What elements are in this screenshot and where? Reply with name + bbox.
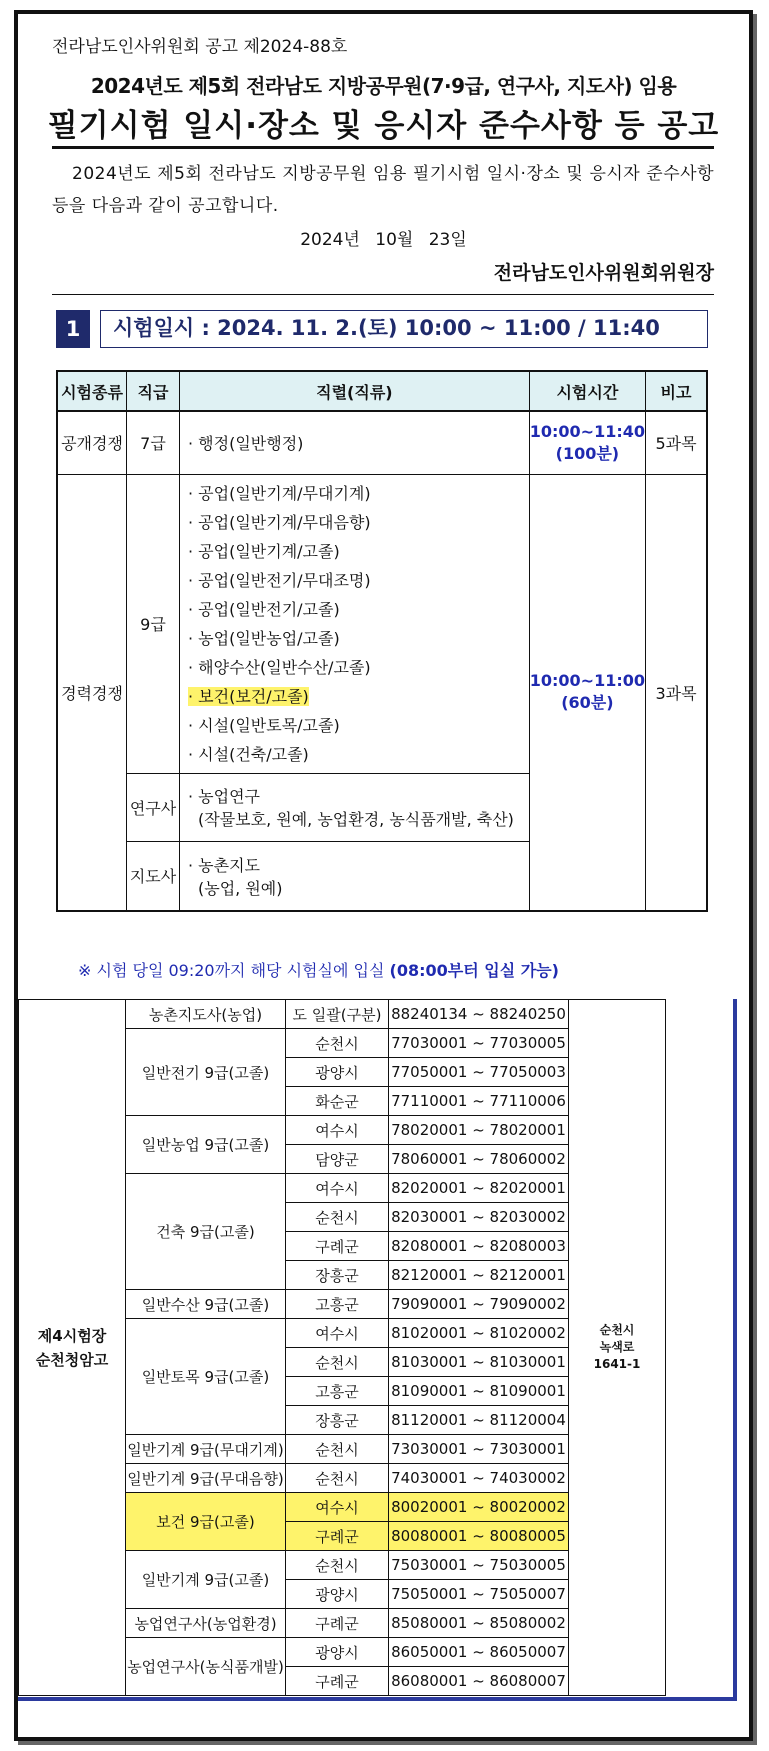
exam-number-range: 80020001 ~ 80020002 [389, 1493, 569, 1522]
blue-border-right [733, 999, 737, 1699]
series-detail: (농업, 원예) [198, 878, 283, 898]
list-item: · 시설(일반토목/고졸) [188, 715, 340, 735]
exam-number-range: 77110001 ~ 77110006 [389, 1087, 569, 1116]
table-row [57, 411, 707, 474]
region: 구례군 [286, 1609, 389, 1638]
list-item: · 공업(일반전기/고졸) [188, 599, 340, 619]
region: 여수시 [286, 1174, 389, 1203]
col-header-type: 시험종류 [57, 371, 127, 411]
job-series: 건축 9급(고졸) [126, 1174, 286, 1290]
signer-divider [52, 294, 714, 295]
region: 구례군 [286, 1232, 389, 1261]
job-series: 농업연구사(농업환경) [126, 1609, 286, 1638]
table-row [57, 474, 707, 773]
grade: 지도사 [127, 841, 180, 911]
title-divider [52, 146, 714, 149]
job-series: 일반토목 9급(고졸) [126, 1319, 286, 1435]
exam-number-range: 80080001 ~ 80080005 [389, 1522, 569, 1551]
exam-number-range: 82120001 ~ 82120001 [389, 1261, 569, 1290]
grade: 연구사 [127, 773, 180, 841]
region: 순천시 [286, 1435, 389, 1464]
exam-number-range: 81030001 ~ 81030001 [389, 1348, 569, 1377]
venue-address [569, 1000, 666, 1696]
exam-number-range: 79090001 ~ 79090002 [389, 1290, 569, 1319]
subject-count: 3과목 [646, 474, 708, 911]
exam-duration: (60분) [561, 693, 614, 713]
exam-number-range: 73030001 ~ 73030001 [389, 1435, 569, 1464]
signer: 전라남도인사위원회위원장 [493, 262, 714, 284]
grade: 7급 [127, 411, 180, 474]
exam-number-range: 78020001 ~ 78020001 [389, 1116, 569, 1145]
venue-name-line: 제4시험장 [37, 1326, 107, 1345]
job-series: 보건 9급(고졸) [126, 1493, 286, 1551]
exam-number-range: 81020001 ~ 81020002 [389, 1319, 569, 1348]
entry-note [78, 958, 559, 981]
job-series: 일반기계 9급(무대기계) [126, 1435, 286, 1464]
subject-count: 5과목 [646, 411, 708, 474]
exam-number-range: 82080001 ~ 82080003 [389, 1232, 569, 1261]
region: 구례군 [286, 1522, 389, 1551]
exam-number-range: 82020001 ~ 82020001 [389, 1174, 569, 1203]
series [180, 841, 530, 911]
region: 도 일괄(구분) [286, 1000, 389, 1029]
exam-number-range: 77050001 ~ 77050003 [389, 1058, 569, 1087]
exam-number-range: 77030001 ~ 77030005 [389, 1029, 569, 1058]
region: 장흥군 [286, 1261, 389, 1290]
section-number: 1 [56, 310, 90, 348]
exam-time-range: 10:00~11:40 [529, 421, 645, 441]
table-row [19, 1000, 746, 1029]
exam-number-range: 78060001 ~ 78060002 [389, 1145, 569, 1174]
job-series: 농업연구사(농식품개발) [126, 1638, 286, 1696]
job-series: 일반기계 9급(고졸) [126, 1551, 286, 1609]
series [180, 773, 530, 841]
region: 광양시 [286, 1638, 389, 1667]
job-series: 일반농업 9급(고졸) [126, 1116, 286, 1174]
series-name: · 농업연구 [188, 787, 260, 806]
job-series: 일반수산 9급(고졸) [126, 1290, 286, 1319]
venue-table [18, 999, 745, 1696]
region: 광양시 [286, 1580, 389, 1609]
grade: 9급 [127, 474, 180, 773]
region: 순천시 [286, 1551, 389, 1580]
exam-type: 경력경쟁 [57, 474, 127, 911]
list-item: · 시설(건축/고졸) [188, 744, 309, 764]
intro-paragraph: 2024년도 제5회 전라남도 지방공무원 임용 필기시험 일시·장소 및 응시자 준수사항 등을 다음과 같이 공고합니다. [52, 164, 714, 216]
list-item: · 공업(일반전기/무대조명) [188, 570, 371, 590]
series-list [180, 474, 530, 773]
highlighted-series: · 보건(보건/고졸) [188, 686, 309, 706]
list-item: · 해양수산(일반수산/고졸) [188, 657, 371, 677]
list-item: · 공업(일반기계/무대음향) [188, 512, 371, 532]
title-line-1: 2024년도 제5회 전라남도 지방공무원(7·9급, 연구사, 지도사) 임용 [90, 74, 677, 98]
notice-date: 2024년 10월 23일 [300, 230, 467, 250]
exam-time-range: 10:00~11:00 [529, 671, 645, 691]
series-detail: (작물보호, 원예, 농업환경, 농식품개발, 축산) [198, 810, 514, 829]
col-header-note: 비고 [646, 371, 708, 411]
venue-address-line: 녹색로 [599, 1340, 635, 1354]
region: 순천시 [286, 1348, 389, 1377]
notice-number: 전라남도인사위원회 공고 제2024-88호 [52, 37, 348, 57]
exam-number-range: 86080001 ~ 86080007 [389, 1667, 569, 1696]
job-series: 농촌지도사(농업) [126, 1000, 286, 1029]
region: 순천시 [286, 1029, 389, 1058]
exam-number-range: 75030001 ~ 75030005 [389, 1551, 569, 1580]
blue-border-bottom [18, 1697, 737, 1701]
region: 순천시 [286, 1464, 389, 1493]
exam-number-range: 75050001 ~ 75050007 [389, 1580, 569, 1609]
exam-time [529, 474, 645, 911]
job-series: 일반기계 9급(무대음향) [126, 1464, 286, 1493]
list-item: · 공업(일반기계/무대기계) [188, 483, 371, 503]
section-gap [18, 986, 749, 998]
series: · 행정(일반행정) [180, 411, 530, 474]
notice-document [14, 10, 753, 1741]
exam-number-range: 86050001 ~ 86050007 [389, 1638, 569, 1667]
job-series: 일반전기 9급(고졸) [126, 1029, 286, 1116]
exam-time [529, 411, 645, 474]
venue-name [19, 1000, 126, 1696]
table-header-row [57, 371, 707, 411]
region: 담양군 [286, 1145, 389, 1174]
list-item-highlighted [188, 682, 529, 711]
entry-note-main: ※ 시험 당일 09:20까지 해당 시험실에 입실 [78, 961, 390, 980]
exam-number-range: 81120001 ~ 81120004 [389, 1406, 569, 1435]
col-header-series: 직렬(직류) [180, 371, 530, 411]
region: 여수시 [286, 1493, 389, 1522]
region: 고흥군 [286, 1290, 389, 1319]
exam-number-range: 74030001 ~ 74030002 [389, 1464, 569, 1493]
region: 고흥군 [286, 1377, 389, 1406]
venue-address-line: 순천시 [599, 1323, 635, 1337]
entry-note-bold: (08:00부터 입실 가능) [389, 961, 559, 980]
list-item: · 공업(일반기계/고졸) [188, 541, 340, 561]
series-name: · 농촌지도 [188, 855, 260, 875]
page-title: 필기시험 일시·장소 및 응시자 준수사항 등 공고 [47, 108, 720, 144]
region: 장흥군 [286, 1406, 389, 1435]
section-heading: 시험일시 : 2024. 11. 2.(토) 10:00 ~ 11:00 / 11:40 [100, 310, 708, 348]
region: 여수시 [286, 1116, 389, 1145]
venue-address-line: 1641-1 [593, 1357, 641, 1371]
exam-number-range: 82030001 ~ 82030002 [389, 1203, 569, 1232]
region: 순천시 [286, 1203, 389, 1232]
region: 구례군 [286, 1667, 389, 1696]
exam-number-range: 85080001 ~ 85080002 [389, 1609, 569, 1638]
region: 광양시 [286, 1058, 389, 1087]
exam-schedule-table [56, 370, 708, 912]
exam-number-range: 88240134 ~ 88240250 [389, 1000, 569, 1029]
list-item: · 농업(일반농업/고졸) [188, 628, 340, 648]
col-header-grade: 직급 [127, 371, 180, 411]
venue-name-line: 순천청암고 [35, 1350, 109, 1369]
exam-duration: (100분) [555, 443, 620, 463]
col-header-time: 시험시간 [529, 371, 645, 411]
exam-number-range: 81090001 ~ 81090001 [389, 1377, 569, 1406]
region: 여수시 [286, 1319, 389, 1348]
region: 화순군 [286, 1087, 389, 1116]
exam-type: 공개경쟁 [57, 411, 127, 474]
